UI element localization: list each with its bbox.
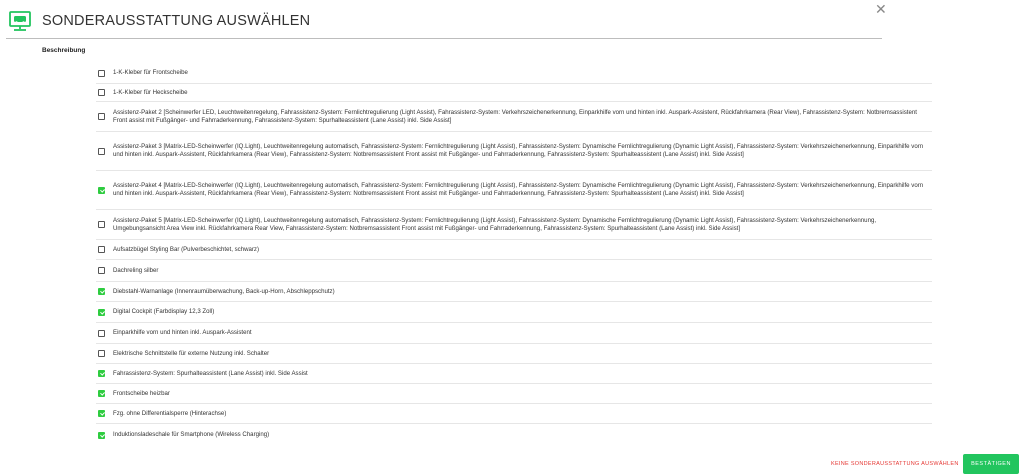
item-label: Fahrassistenz-System: Spurhalteassistent (Lane Assist) inkl. Side Assist <box>113 369 308 377</box>
header-divider <box>6 38 882 39</box>
dialog-header <box>0 0 1024 44</box>
item-label: 1-K-Kleber für Heckscheibe <box>113 88 188 96</box>
monitor-car-icon <box>8 10 32 32</box>
item-label: Aufsatzbügel Styling Bar (Pulverbeschichtet, schwarz) <box>113 245 259 253</box>
item-label: Einparkhilfe vorn und hinten inkl. Auspark-Assistent <box>113 329 252 336</box>
column-header-beschreibung: Beschreibung <box>42 47 86 54</box>
item-label: Fzg. ohne Differentialsperre (Hinterachse) <box>113 409 227 417</box>
list-item[interactable] <box>96 302 932 323</box>
list-item[interactable] <box>96 364 932 384</box>
list-item[interactable] <box>96 282 932 302</box>
item-checkbox[interactable] <box>98 148 105 155</box>
list-item[interactable] <box>96 132 932 171</box>
equipment-list <box>96 63 932 446</box>
item-checkbox[interactable] <box>98 113 105 120</box>
no-options-button[interactable]: KEINE SONDERAUSSTATTUNG AUSWÄHLEN <box>831 461 959 467</box>
item-checkbox[interactable] <box>98 410 105 417</box>
list-item[interactable] <box>96 323 932 344</box>
item-label: Induktionsladeschale für Smartphone (Wireless Charging) <box>113 431 270 438</box>
item-label: Dachreling silber <box>113 266 159 274</box>
item-label: Assistenz-Paket 4 [Matrix-LED-Scheinwerfer (IQ.Light), Leuchtweitenregelung automatisch, Fahrassistenz-System: Fernlichtregulierung (Light Assist), Fahrassistenz-System: Dynamische Fernlichtregulierung (Dynamic Light Assist), Fahrassistenz-System: Verkehrszeichenerkennung, Einparkhilfe vorn und hinten inkl. Auspark-Assistent, Rückfahrkamera (Rear View), Fahrassistenz-System: Notbremsassistent Front assist mit Fußgänger- und Fahrraderkennung, Fahrassistenz-System: Spurhalteassistent (Lane Assist) inkl. Side Assist] <box>113 182 924 197</box>
item-checkbox[interactable] <box>98 187 105 194</box>
item-checkbox[interactable] <box>98 432 105 439</box>
item-checkbox[interactable] <box>98 390 105 397</box>
item-checkbox[interactable] <box>98 221 105 228</box>
confirm-button[interactable]: BESTÄTIGEN <box>963 454 1019 474</box>
dialog-title: SONDERAUSSTATTUNG AUSWÄHLEN <box>42 13 311 29</box>
item-checkbox[interactable] <box>98 89 105 96</box>
item-label: Digital Cockpit (Farbdisplay 12,3 Zoll) <box>113 308 215 315</box>
item-label: Assistenz-Paket 3 [Matrix-LED-Scheinwerfer (IQ.Light), Leuchtweitenregelung automatisch, Fahrassistenz-System: Fernlichtregulierung (Light Assist), Fahrassistenz-System: Dynamische Fernlichtregulierung (Dynamic Light Assist), Fahrassistenz-System: Verkehrszeichenerkennung, Einparkhilfe vorn und hinten inkl. Auspark-Assistent, Rückfahrkamera (Rear View), Fahrassistenz-System: Notbremsassistent Front assist mit Fußgänger- und Fahrraderkennung, Fahrassistenz-System: Spurhalteassistent (Lane Assist) inkl. Side Assist] <box>113 143 924 158</box>
item-label: Frontscheibe heizbar <box>113 389 170 397</box>
list-item[interactable] <box>96 240 932 260</box>
list-item[interactable] <box>96 210 932 240</box>
item-checkbox[interactable] <box>98 370 105 377</box>
item-checkbox[interactable] <box>98 267 105 274</box>
list-item[interactable] <box>96 384 932 404</box>
list-item[interactable] <box>96 84 932 102</box>
list-item[interactable] <box>96 171 932 210</box>
item-checkbox[interactable] <box>98 246 105 253</box>
list-item[interactable] <box>96 424 932 446</box>
item-label: 1-K-Kleber für Frontscheibe <box>113 69 188 76</box>
list-item[interactable] <box>96 260 932 282</box>
list-item[interactable] <box>96 344 932 364</box>
item-checkbox[interactable] <box>98 350 105 357</box>
close-icon[interactable]: ✕ <box>875 1 887 17</box>
item-label: Diebstahl-Warnanlage (Innenraumüberwachung, Back-up-Horn, Abschleppschutz) <box>113 287 335 295</box>
item-label: Assistenz-Paket 5 [Matrix-LED-Scheinwerfer (IQ.Light), Leuchtweitenregelung automatisch, Fahrassistenz-System: Fernlichtregulierung (Light Assist), Fahrassistenz-System: Dynamische Fernlichtregulierung (Dynamic Light Assist), Fahrassistenz-System: Verkehrszeichenerkennung, Umgebungsansicht Area View inkl. Rückfahrkamera Rear View, Fahrassistenz-System: Notbremsassistent Front assist mit Fußgänger- und Fahrraderkennung, Fahrassistenz-System: Spurhalteassistent (Lane Assist) inkl. Side Assist] <box>113 216 877 232</box>
item-checkbox[interactable] <box>98 330 105 337</box>
item-checkbox[interactable] <box>98 309 105 316</box>
item-checkbox[interactable] <box>98 288 105 295</box>
item-checkbox[interactable] <box>98 70 105 77</box>
item-label: Assistenz-Paket 2 [Scheinwerfer LED, Leuchtweitenregelung, Fahrassistenz-System: Fernlichtregulierung (Light Assist), Fahrassistenz-System: Verkehrszeichenerkennung, Einparkhilfe vorn und hinten inkl. Auspark-Assistent, Rückfahrkamera (Rear View), Fahrassistenz-System: Notbremsassistent Front assist mit Fußgänger- und Fahrraderkennung, Fahrassistenz-System: Spurhalteassistent (Lane Assist) inkl. Side Assist] <box>113 108 917 124</box>
list-item[interactable] <box>96 404 932 424</box>
list-item[interactable] <box>96 102 932 132</box>
item-label: Elektrische Schnittstelle für externe Nutzung inkl. Schalter <box>113 349 270 357</box>
list-item[interactable] <box>96 63 932 84</box>
